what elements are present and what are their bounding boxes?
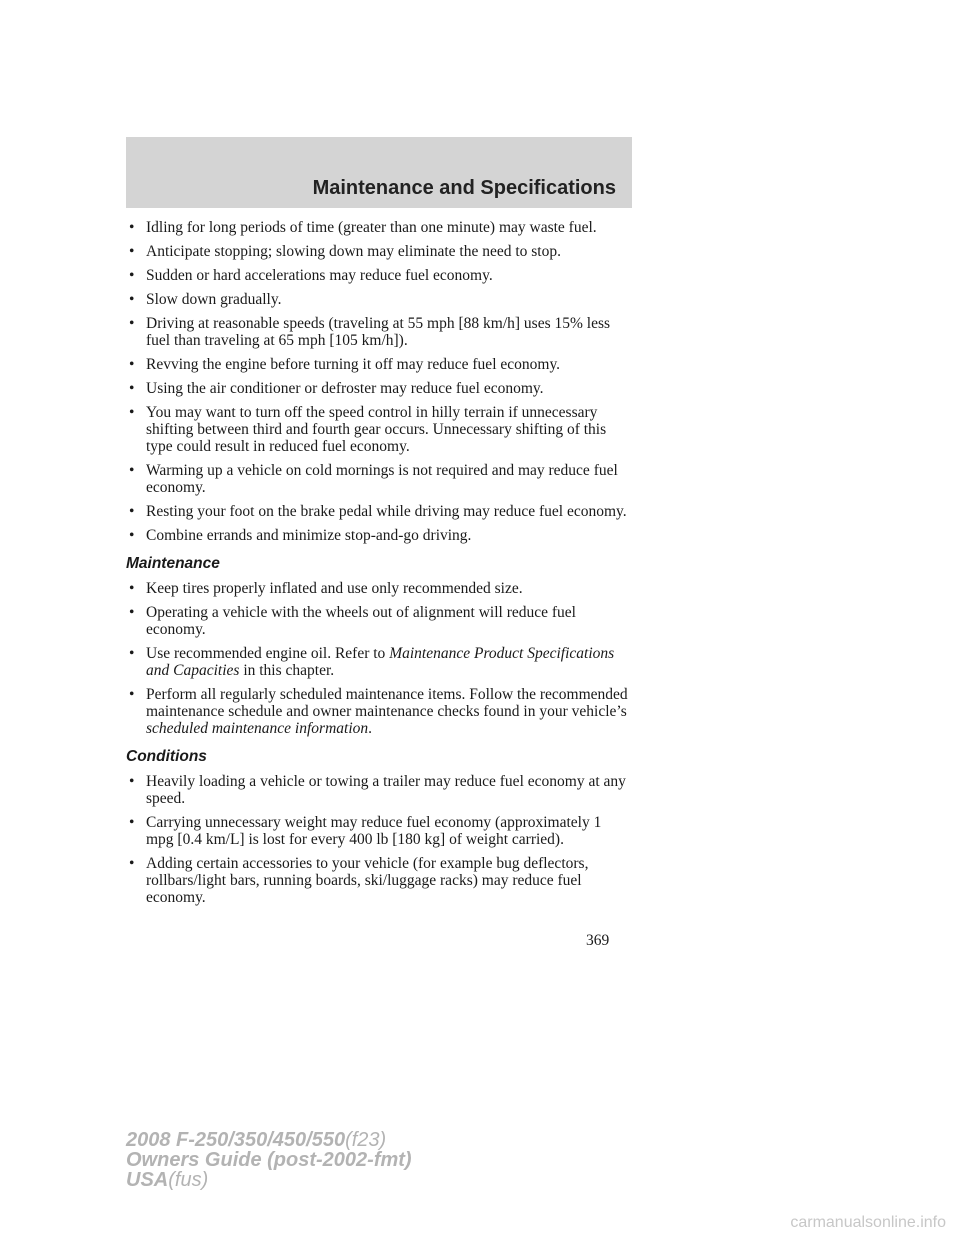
list-item: • Sudden or hard accelerations may reduce fuel economy. <box>129 267 493 284</box>
bullet: • <box>129 645 135 662</box>
bullet: • <box>129 814 135 831</box>
list-item: • Use recommended engine oil. Refer to Maintenance Product Specifications and Capacities in this chapter. <box>129 645 615 679</box>
bullet: • <box>129 604 135 621</box>
page-number: 369 <box>586 932 610 949</box>
list-item: • Slow down gradually. <box>129 291 282 308</box>
list-item: • Using the air conditioner or defroster may reduce fuel economy. <box>129 380 544 397</box>
list-item: • Resting your foot on the brake pedal while driving may reduce fuel economy. <box>129 503 627 520</box>
fuel-tips-list <box>126 219 632 544</box>
watermark: carmanualsonline.info <box>790 1214 946 1231</box>
page-content <box>126 219 632 913</box>
list-item: • Warming up a vehicle on cold mornings is not required and may reduce fuel economy. <box>129 462 618 496</box>
conditions-heading: Conditions <box>126 748 207 765</box>
bullet: • <box>129 380 135 397</box>
list-item: • Perform all regularly scheduled maintenance items. Follow the recommended maintenance schedule and owner maintenance checks found in your vehicle’s scheduled maintenance information. <box>129 686 628 737</box>
reference-title: scheduled maintenance information <box>146 720 369 737</box>
bullet: • <box>129 219 135 236</box>
bullet: • <box>129 503 135 520</box>
bullet: • <box>129 773 135 790</box>
list-item: • Adding certain accessories to your vehicle (for example bug deflectors, rollbars/light bars, running boards, ski/luggage racks) may reduce fuel economy. <box>129 855 589 906</box>
footer-guide: Owners Guide (post-2002-fmt) <box>126 1149 412 1171</box>
bullet: • <box>129 527 135 544</box>
maintenance-heading: Maintenance <box>126 555 220 572</box>
bullet: • <box>129 404 135 421</box>
conditions-list <box>126 773 632 906</box>
bullet: • <box>129 267 135 284</box>
bullet: • <box>129 315 135 332</box>
bullet: • <box>129 462 135 479</box>
bullet: • <box>129 580 135 597</box>
list-item: • Anticipate stopping; slowing down may eliminate the need to stop. <box>129 243 561 260</box>
bullet: • <box>129 855 135 872</box>
list-item: • Revving the engine before turning it off may reduce fuel economy. <box>129 356 561 373</box>
footer-model-code: (f23) <box>345 1129 387 1151</box>
list-item: • Combine errands and minimize stop-and-go driving. <box>129 527 472 544</box>
list-item: • Operating a vehicle with the wheels out of alignment will reduce fuel economy. <box>129 604 576 638</box>
list-item: • Driving at reasonable speeds (traveling at 55 mph [88 km/h] uses 15% less fuel than traveling at 65 mph [105 km/h]). <box>129 315 611 349</box>
bullet: • <box>129 686 135 703</box>
list-item: • You may want to turn off the speed control in hilly terrain if unnecessary shifting between third and fourth gear occurs. Unnecessary shifting of this type could result in reduced fuel economy. <box>129 404 607 455</box>
list-item: • Keep tires properly inflated and use only recommended size. <box>129 580 523 597</box>
bullet: • <box>129 291 135 308</box>
page-title: Maintenance and Specifications <box>312 177 616 199</box>
bullet: • <box>129 243 135 260</box>
list-item: • Heavily loading a vehicle or towing a trailer may reduce fuel economy at any speed. <box>129 773 626 807</box>
bullet: • <box>129 356 135 373</box>
maintenance-list <box>126 580 632 737</box>
footer-market-code: (fus) <box>168 1169 209 1191</box>
header-band <box>126 137 632 208</box>
list-item: • Idling for long periods of time (greater than one minute) may waste fuel. <box>129 219 597 236</box>
footer-market: USA <box>126 1169 169 1191</box>
list-item: • Carrying unnecessary weight may reduce fuel economy (approximately 1 mpg [0.4 km/L] is lost for every 400 lb [180 kg] of weight carried). <box>129 814 602 848</box>
footer <box>126 1130 412 1190</box>
footer-model: 2008 F-250/350/450/550 <box>126 1129 346 1151</box>
reference-title: Maintenance Product Specifications and Capacities <box>146 645 615 679</box>
